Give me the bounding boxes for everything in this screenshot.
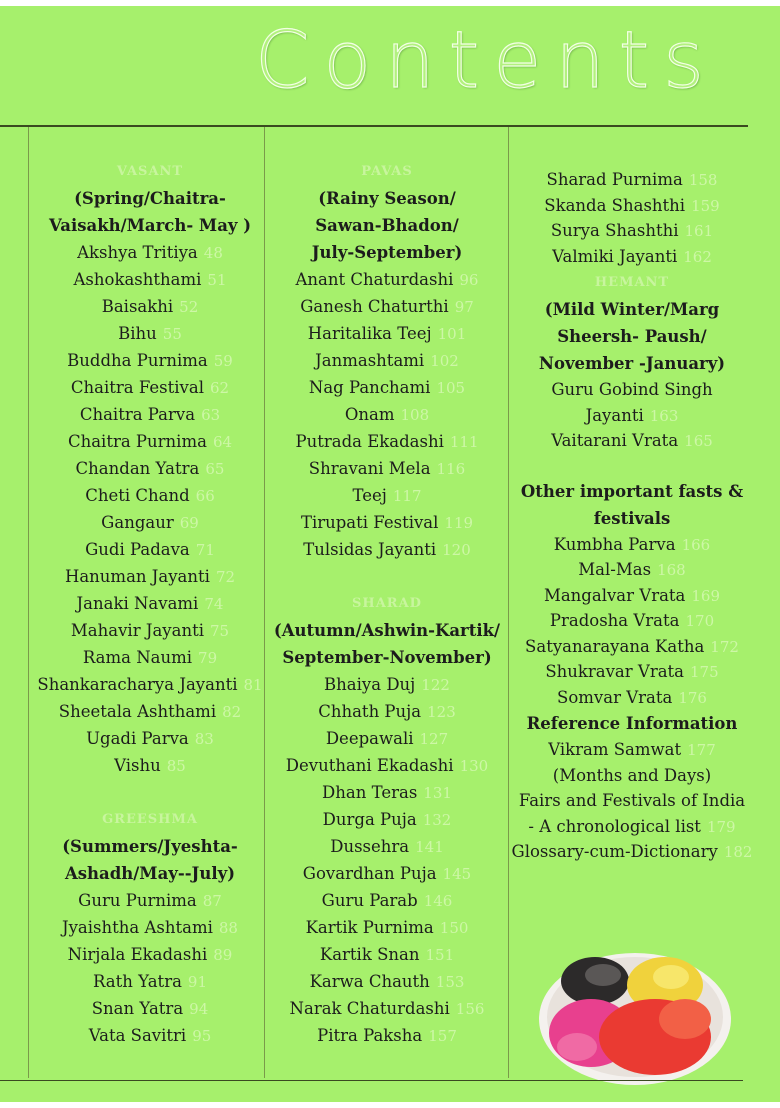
contents-entry [511,557,753,583]
contents-entry [266,779,508,806]
section-subheading: Reference Information [526,714,738,733]
contents-entry [266,968,508,995]
entry-title: Satyanarayana Katha [525,636,705,656]
entry-page-number: 170 [685,612,715,630]
contents-entry [30,428,270,455]
entry-title: Jyaishtha Ashtami [62,918,213,937]
entry-page-number: 163 [649,406,679,425]
contents-entry [266,725,508,752]
entry-title: Kartik Snan [319,945,420,964]
contents-entry [30,941,270,968]
entry-page-number: 63 [201,406,221,424]
entry-title: Guru Purnima [78,891,197,910]
section-subheading: September-November) [282,648,492,667]
entry-page-number: 105 [436,379,466,397]
entry-title: Glossary-cum-Dictionary [511,842,718,861]
entry-page-number: 108 [400,406,430,424]
section-subheading: Sheersh- Paush/ [557,327,707,346]
contents-entry [266,860,508,887]
contents-entry [266,428,508,455]
entry-title: (Months and Days) [552,765,712,785]
entry-title: Kumbha Parva [553,534,676,554]
entry-page-number: 145 [442,865,472,883]
section-subheading: Vaisakh/March- May ) [48,216,252,235]
entry-page-number: 161 [684,222,714,240]
contents-entry [266,887,508,914]
section-spacer [511,454,753,478]
contents-column-3 [511,167,753,865]
contents-entry [30,995,270,1022]
contents-entry [511,377,753,403]
contents-entry [266,401,508,428]
entry-title: Janaki Navami [76,594,199,613]
entry-page-number: 132 [422,811,452,829]
entry-title: Onam [344,405,395,424]
entry-page-number: 156 [455,1000,485,1018]
entry-title: Nirjala Ekadashi [67,945,208,964]
entry-title: Hanuman Jayanti [64,567,210,586]
entry-title: - A chronological list [528,816,701,836]
entry-title: Mangalvar Vrata [543,585,686,605]
contents-entry [30,347,270,374]
section-subheading: festivals [593,508,671,528]
entry-title: Mahavir Jayanti [70,621,204,640]
entry-title: Karwa Chauth [309,972,430,991]
contents-entry [266,995,508,1022]
entry-page-number: 130 [459,757,489,775]
contents-entry [30,293,270,320]
entry-title: Janmashtami [315,351,425,370]
contents-column-1 [30,158,270,1049]
entry-page-number: 48 [203,244,223,262]
contents-entry [511,839,753,865]
season-heading: SHARAD [352,596,422,611]
entry-page-number: 123 [427,703,456,721]
entry-page-number: 158 [688,171,718,189]
entry-page-number: 176 [678,688,707,707]
entry-title: Narak Chaturdashi [289,999,450,1018]
section-subheading: (Summers/Jyeshta- [62,837,238,856]
entry-title: Baisakhi [101,297,174,316]
contents-entry [511,532,753,558]
entry-page-number: 159 [691,196,720,215]
contents-entry [266,833,508,860]
contents-entry [30,887,270,914]
entry-page-number: 141 [415,838,444,856]
contents-entry [30,752,270,779]
entry-page-number: 172 [710,637,739,656]
section-subheading: Sawan-Bhadon/ [315,216,459,235]
section-subheading: (Spring/Chaitra- [74,189,226,208]
section-subheading: (Rainy Season/ [318,189,456,208]
entry-title: Shravani Mela [308,459,431,478]
entry-page-number: 150 [439,919,469,937]
contents-entry [30,644,270,671]
entry-title: Vishu [114,756,161,775]
entry-page-number: 179 [706,817,736,836]
bottom-rule [0,1080,743,1081]
contents-entry [30,698,270,725]
entry-title: Sharad Purnima [546,170,683,189]
entry-page-number: 97 [454,298,474,316]
contents-entry [266,509,508,536]
entry-title: Cheti Chand [85,486,190,505]
entry-title: Devuthani Ekadashi [285,756,454,775]
contents-entry [266,806,508,833]
contents-entry [511,737,753,763]
entry-page-number: 102 [430,352,459,370]
entry-title: Putrada Ekadashi [295,432,444,451]
entry-title: Teej [352,486,387,505]
entry-title: Vikram Samwat [548,740,682,759]
contents-entry [30,725,270,752]
entry-page-number: 177 [687,741,716,759]
entry-page-number: 62 [210,379,230,397]
entry-page-number: 153 [435,973,465,991]
entry-title: Kartik Purnima [305,918,434,937]
entry-title: Anant Chaturdashi [295,270,454,289]
entry-page-number: 122 [421,676,450,694]
contents-entry [30,239,270,266]
entry-title: Bihu [118,324,157,343]
entry-page-number: 85 [166,757,186,775]
entry-page-number: 120 [442,541,471,559]
entry-page-number: 88 [218,919,238,937]
contents-entry [30,590,270,617]
entry-title: Akshya Tritiya [77,243,198,262]
contents-entry [511,634,753,660]
entry-title: Dhan Teras [322,783,418,802]
contents-entry [511,814,753,840]
contents-entry [266,347,508,374]
contents-entry [511,608,753,634]
entry-title: Shankaracharya Jayanti [37,675,238,694]
entry-title: Buddha Purnima [67,351,208,370]
entry-page-number: 59 [213,352,233,370]
page-title: Contents [255,16,718,106]
entry-page-number: 151 [425,946,455,964]
contents-entry [30,401,270,428]
entry-page-number: 75 [209,622,230,640]
entry-title: Shukravar Vrata [545,662,685,681]
entry-page-number: 66 [195,487,215,505]
entry-title: Pradosha Vrata [549,611,680,630]
section-spacer [30,779,270,806]
entry-title: Nag Panchami [308,378,431,397]
column-divider [28,127,29,1078]
contents-entry [511,167,753,193]
entry-title: Chandan Yatra [75,459,200,478]
entry-title: Ashokashthami [73,270,202,289]
contents-entry [511,583,753,609]
entry-title: Valmiki Jayanti [552,246,678,266]
entry-title: Durga Puja [322,810,417,829]
column-divider [508,127,509,1078]
entry-title: Haritalika Teej [307,324,432,343]
entry-page-number: 119 [444,514,474,532]
entry-page-number: 74 [204,595,224,613]
contents-entry [511,428,753,454]
entry-page-number: 146 [423,892,453,910]
contents-entry [511,244,753,270]
contents-entry [30,563,270,590]
entry-title: Sheetala Ashthami [58,702,217,721]
contents-entry [511,193,753,219]
season-heading: HEMANT [594,275,670,290]
entry-page-number: 65 [205,460,225,478]
entry-page-number: 169 [691,586,721,605]
entry-page-number: 175 [690,663,719,681]
entry-page-number: 91 [187,973,208,991]
entry-title: Pitra Paksha [317,1026,423,1045]
entry-title: Gudi Padava [85,540,190,559]
entry-title: Vaitarani Vrata [551,431,679,450]
entry-page-number: 69 [179,514,199,532]
contents-entry [266,455,508,482]
entry-page-number: 51 [207,271,227,289]
entry-title: Chaitra Festival [70,378,204,397]
contents-entry [30,914,270,941]
contents-entry [30,968,270,995]
entry-title: Jayanti [585,405,644,425]
entry-page-number: 55 [162,325,182,343]
entry-title: Surya Shashthi [550,221,679,240]
section-subheading: (Autumn/Ashwin-Kartik/ [273,621,501,640]
entry-page-number: 116 [436,460,466,478]
contents-entry [511,685,753,711]
contents-entry [266,266,508,293]
contents-entry [266,671,508,698]
entry-title: Mal-Mas [578,560,652,579]
section-subheading: (Mild Winter/Marg [544,300,720,319]
entry-page-number: 117 [392,487,422,505]
entry-title: Ganesh Chaturthi [300,297,449,316]
section-subheading: July-September) [311,243,463,262]
entry-page-number: 52 [179,298,199,316]
entry-page-number: 101 [437,325,467,343]
section-spacer [266,563,508,590]
colored-powders-plate-image [537,941,733,1087]
contents-entry [511,218,753,244]
contents-entry [30,617,270,644]
entry-page-number: 64 [212,433,233,451]
entry-page-number: 89 [213,946,233,964]
contents-entry [30,536,270,563]
entry-title: Dussehra [330,837,410,856]
contents-column-2 [266,158,508,1049]
contents-entry [30,1022,270,1049]
entry-page-number: 127 [419,730,449,748]
entry-title: Fairs and Festivals of India [518,791,746,810]
entry-page-number: 95 [192,1027,212,1045]
entry-title: Rath Yatra [92,972,182,991]
entry-title: Govardhan Puja [302,864,437,883]
entry-page-number: 131 [423,784,452,802]
contents-entry [266,698,508,725]
entry-title: Deepawali [325,729,414,748]
contents-page [0,6,780,1102]
entry-page-number: 79 [198,649,218,667]
entry-page-number: 83 [194,730,214,748]
contents-entry [30,266,270,293]
contents-entry [30,671,270,698]
season-heading: PAVAS [361,164,413,179]
entry-page-number: 165 [684,432,713,450]
entry-page-number: 94 [189,1000,209,1018]
contents-entry [266,293,508,320]
entry-page-number: 166 [681,535,711,554]
entry-title: Skanda Shashthi [544,195,686,215]
contents-entry [266,941,508,968]
entry-page-number: 111 [449,433,479,451]
entry-title: Gangaur [101,513,174,532]
entry-page-number: 157 [428,1027,457,1045]
entry-title: Ugadi Parva [86,729,189,748]
contents-entry [30,455,270,482]
contents-entry [30,482,270,509]
entry-title: Rama Naumi [82,648,193,667]
entry-title: Guru Parab [321,891,418,910]
entry-page-number: 81 [243,676,263,694]
contents-entry [511,788,753,814]
top-rule [0,125,748,127]
entry-title: Bhaiya Duj [324,675,416,694]
contents-entry [511,763,753,789]
entry-title: Vata Savitri [88,1026,187,1045]
entry-page-number: 162 [683,247,712,266]
entry-page-number: 96 [459,271,479,289]
entry-title: Tulsidas Jayanti [303,540,437,559]
contents-entry [266,374,508,401]
contents-entry [30,320,270,347]
season-heading: VASANT [116,164,184,179]
entry-title: Chhath Puja [318,702,422,721]
entry-page-number: 72 [215,568,236,586]
entry-page-number: 168 [657,561,686,579]
entry-title: Guru Gobind Singh [551,380,713,399]
contents-entry [266,914,508,941]
section-subheading: Ashadh/May--July) [64,864,236,883]
contents-entry [30,374,270,401]
section-subheading: Other important fasts & [520,481,744,501]
entry-page-number: 82 [222,703,242,721]
entry-title: Snan Yatra [91,999,184,1018]
season-heading: GREESHMA [102,812,198,827]
contents-entry [30,509,270,536]
contents-entry [266,320,508,347]
contents-entry [511,659,753,685]
contents-entry [266,752,508,779]
entry-page-number: 87 [202,892,222,910]
entry-title: Tirupati Festival [300,513,439,532]
contents-entry [266,1022,508,1049]
entry-page-number: 71 [195,541,215,559]
contents-entry [511,403,753,429]
entry-page-number: 182 [723,843,753,861]
entry-title: Somvar Vrata [557,687,673,707]
contents-entry [266,482,508,509]
entry-title: Chaitra Parva [79,405,196,424]
section-subheading: November -January) [538,354,726,373]
contents-entry [266,536,508,563]
entry-title: Chaitra Purnima [67,432,207,451]
